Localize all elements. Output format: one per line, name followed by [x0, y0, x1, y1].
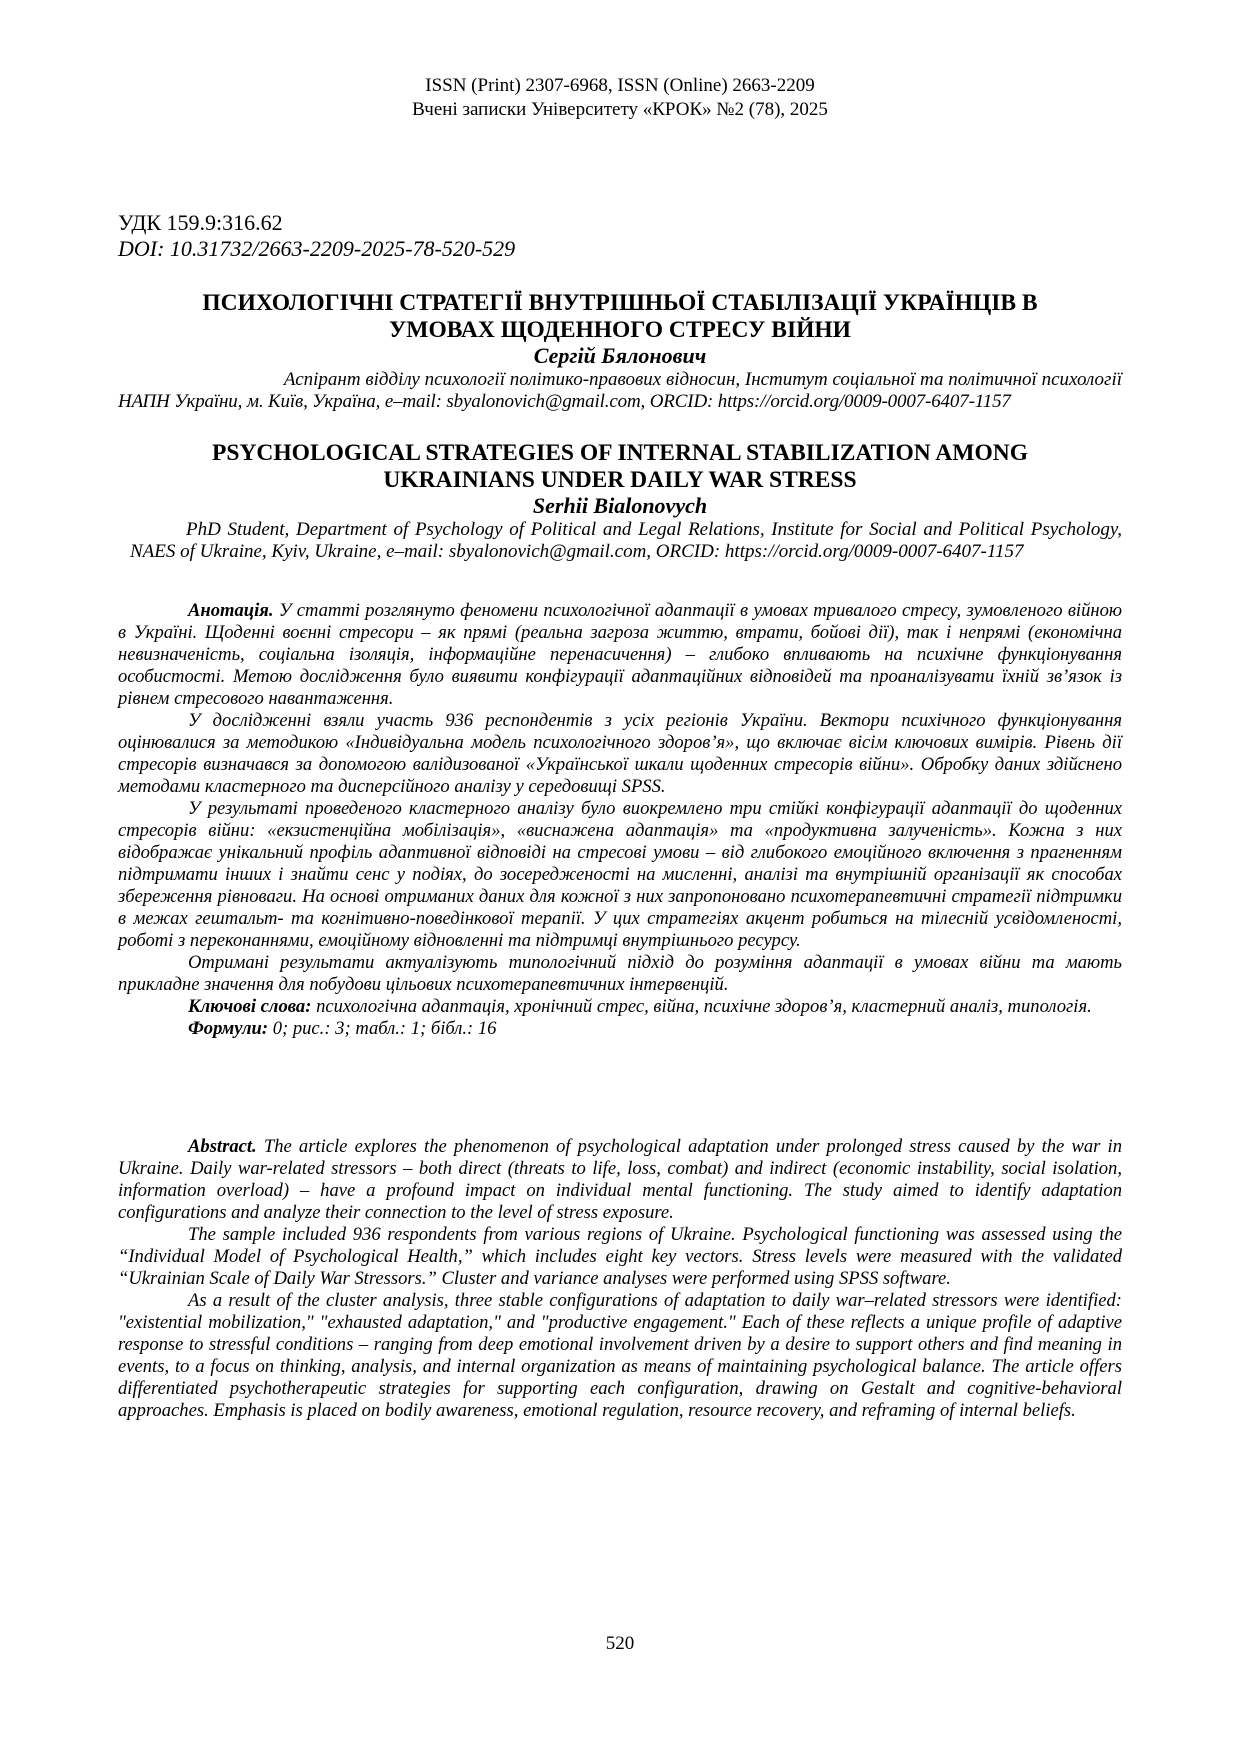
annotation-paragraph-1: Анотація. У статті розглянуто феномени психологічної адаптації в умовах тривалого стресу, зумовленого війною в Україні. Щоденні воєнні стресори – як прямі (реальна загроза життю, втрати, бойові дії), так і непрямі (економічна невизначеність, соціальна ізоляція, інформаційне перенасичення) – глибоко впливають на психічне функціонування особистості. Метою дослідження було виявити конфігурації адаптаційних відповідей та проаналізувати їхній зв’язок із рівнем стресового навантаження.: [118, 600, 1122, 709]
journal-title: Вчені записки Університету «КРОК» №2 (78), 2025: [412, 99, 828, 120]
doi-link[interactable]: DOI: 10.31732/2663-2209-2025-78-520-529: [118, 236, 516, 261]
annotation-lead: Анотація.: [188, 600, 274, 621]
en-title-line-2: UKRAINIANS UNDER DAILY WAR STRESS: [383, 467, 857, 493]
annotation-paragraph-3: У результаті проведеного кластерного аналізу було виокремлено три стійкі конфігурації адаптації до щоденних стресорів війни: «екзистенційна мобілізація», «виснажена адаптація» та «продуктивна залученість». Кожна з них відображає унікальний профіль адаптивної відповіді на стресові умови – від глибокого емоційного включення з прагненням підтримати інших і знайти сенс у подіях, до зосередженості на мисленні, аналізі та внутрішній організації як способах збереження рівноваги. На основі отриманих даних для кожної з них запропоновано психотерапевтичні стратегії підтримки в межах гештальт- та когнітивно-поведінкової терапії. У цих стратегіях акцент робиться на тілесній усвідомленості, роботі з переконаннями, емоційному відновленні та підтримці внутрішнього ресурсу.: [118, 798, 1122, 951]
ua-author: Сергій Бялонович: [533, 343, 707, 368]
en-author: Serhii Bialonovych: [532, 493, 708, 518]
page-number: 520: [605, 1633, 635, 1654]
en-affiliation: PhD Student, Department of Psychology of Political and Legal Relations, Institute for Social and Political Psychology, NAES of Ukraine, Kyiv, Ukraine, e–mail: sbyalonovich@gmail.com, ORCID: https://orcid.org/0009-0007-6407-1157: [130, 519, 1122, 562]
ua-title-line-1: ПСИХОЛОГІЧНІ СТРАТЕГІЇ ВНУТРІШНЬОЇ СТАБІЛІЗАЦІЇ УКРАЇНЦІВ В: [202, 290, 1038, 316]
annotation-paragraph-2: У дослідженні взяли участь 936 респондентів з усіх регіонів України. Вектори психічного функціонування оцінювалися за методикою «Індивідуальна модель психологічного здоров’я», що включає вісім ключових вимірів. Рівень дії стресорів визначався за допомогою валідизованої «Української шкали щоденних стресорів війни». Обробку даних здійснено методами кластерного та дисперсійного аналізу у середовищі SPSS.: [118, 710, 1122, 797]
abstract-paragraph-1: Abstract. The article explores the phenomenon of psychological adaptation under prolonged stress caused by the war in Ukraine. Daily war-related stressors – both direct (threats to life, loss, combat) and indirect (economic instability, social isolation, information overload) – have a profound impact on individual mental functioning. The study aimed to identify adaptation configurations and analyze their connection to the level of stress exposure.: [118, 1136, 1122, 1223]
ua-title-line-2: УМОВАХ ЩОДЕННОГО СТРЕСУ ВІЙНИ: [389, 317, 851, 343]
abstract-paragraph-2: The sample included 936 respondents from various regions of Ukraine. Psychological functioning was assessed using the “Individual Model of Psychological Health,” which includes eight key vectors. Stress levels were measured with the validated “Ukrainian Scale of Daily War Stressors.” Cluster and variance analyses were performed using SPSS software.: [118, 1224, 1122, 1289]
udk-code: УДК 159.9:316.62: [118, 210, 283, 235]
abstract-lead: Abstract.: [188, 1136, 257, 1157]
ua-affiliation-line-2: НАПН України, м. Київ, Україна, e–mail: sbyalonovich@gmail.com, ORCID: https://orcid.org/0009-0007-6407-1157: [118, 391, 1011, 412]
en-title-line-1: PSYCHOLOGICAL STRATEGIES OF INTERNAL STABILIZATION AMONG: [212, 440, 1028, 466]
formulas-count: Формули: 0; рис.: 3; табл.: 1; бібл.: 16: [188, 1018, 497, 1039]
en-abstract: [118, 1136, 1122, 1422]
ua-affiliation-line-1: Аспірант відділу психології політико-правових відносин, Інститут соціальної та політичної психології: [283, 369, 1122, 390]
journal-issn: ISSN (Print) 2307-6968, ISSN (Online) 2663-2209: [425, 75, 815, 96]
annotation-paragraph-4: Отримані результати актуалізують типологічний підхід до розуміння адаптації в умовах війни та мають прикладне значення для побудови цільових психотерапевтичних інтервенцій.: [118, 952, 1122, 995]
keywords: Ключові слова: психологічна адаптація, хронічний стрес, війна, психічне здоров’я, кластерний аналіз, типологія.: [188, 996, 1092, 1017]
abstract-paragraph-3: As a result of the cluster analysis, three stable configurations of adaptation to daily war–related stressors were identified: "existential mobilization," "exhausted adaptation," and "productive engagement." Each of these reflects a unique profile of adaptive response to stressful conditions – ranging from deep emotional involvement driven by a desire to support others and find meaning in events, to a focus on thinking, analysis, and internal organization as means of maintaining psychological balance. The article offers differentiated psychotherapeutic strategies for supporting each configuration, drawing on Gestalt and cognitive-behavioral approaches. Emphasis is placed on bodily awareness, emotional regulation, resource recovery, and reframing of internal beliefs.: [118, 1290, 1122, 1421]
ua-annotation: [118, 600, 1122, 1040]
